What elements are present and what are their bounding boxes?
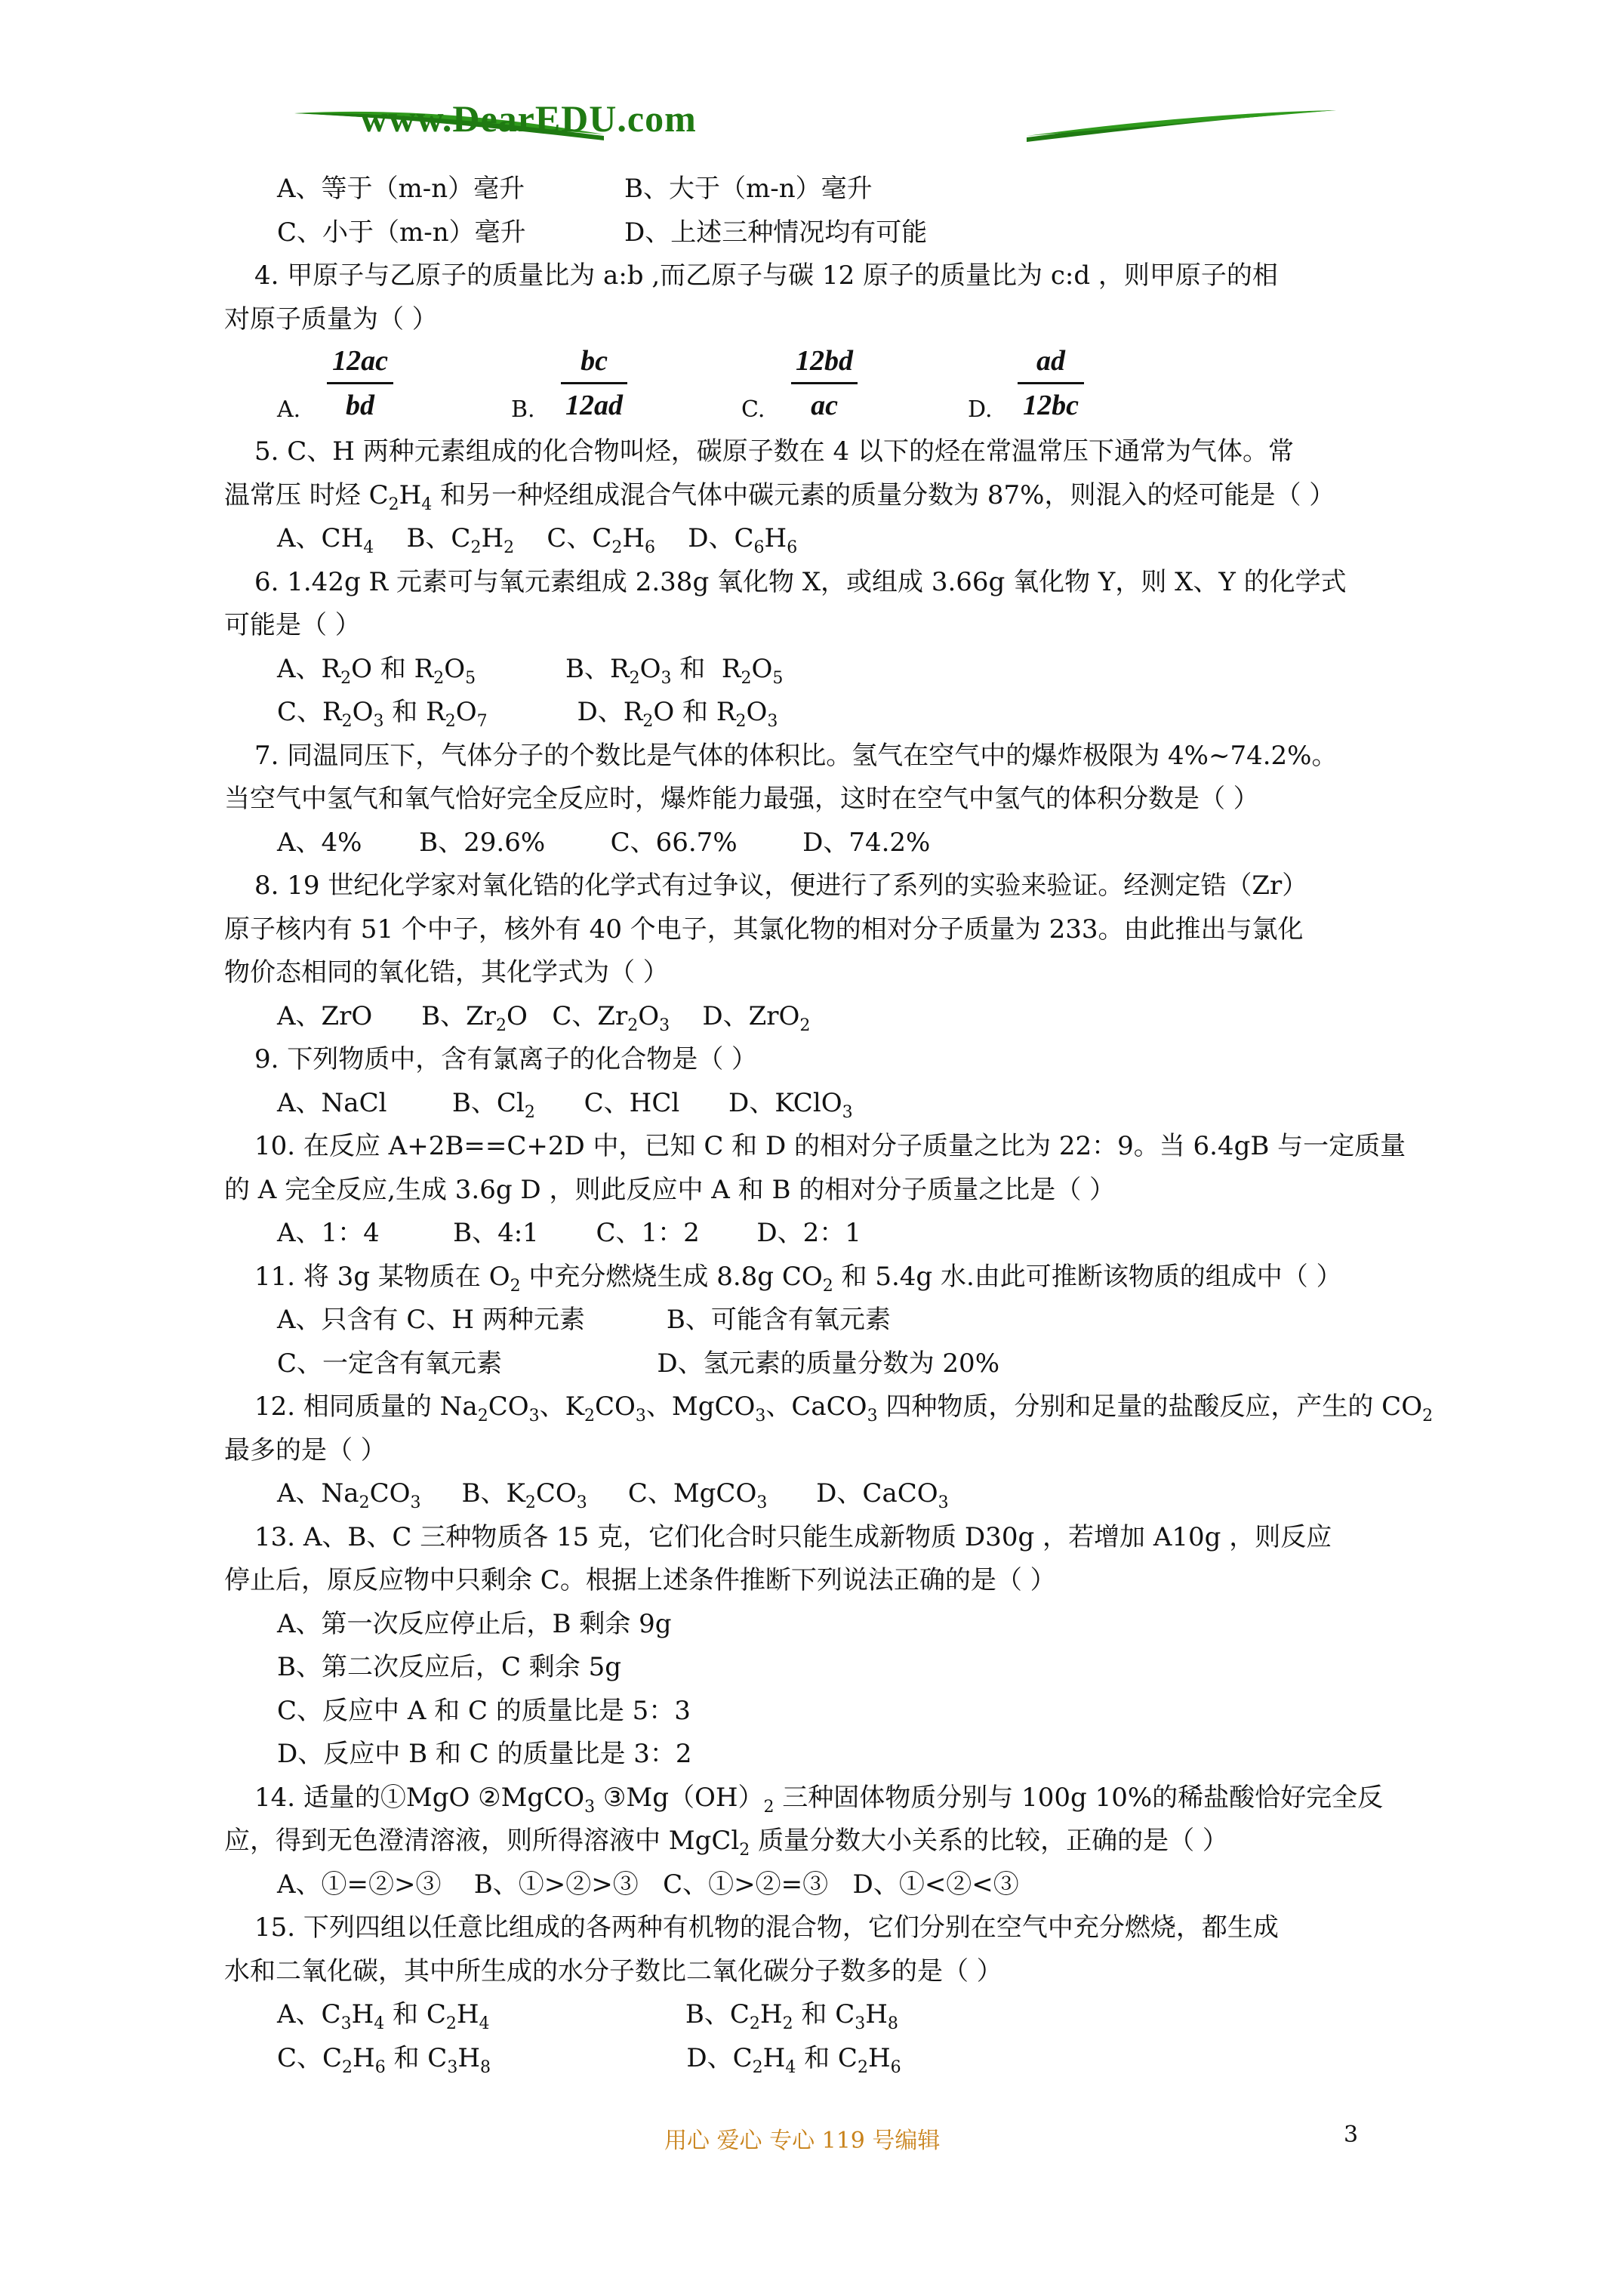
text-line: B、第二次反应后，C 剩余 5g — [277, 1652, 622, 1682]
page-number: 3 — [1344, 2122, 1359, 2148]
options-line — [224, 211, 1432, 255]
text-line: 的 A 完全反应,生成 3.6g D ，则此反应中 A 和 B 的相对分子质量之比是（ ） — [224, 1174, 1116, 1205]
text-line: 11. 将 3g 某物质在 $O_2$ 中充分燃烧生成 8.8g $CO_2$ 和 5.4g 水.由此可推断该物质的组成中（ ） — [254, 1261, 1342, 1296]
text-line: A、①=②>③ B、①>②>③ C、①>②=③ D、①<②<③ — [277, 1869, 1019, 1900]
text-line: A、NaCl B、$Cl_2$ C、HCl D、KClO$_3$ — [277, 1087, 853, 1122]
text-line: 6. 1.42g R 元素可与氧元素组成 2.38g 氧化物 X，或组成 3.66g 氧化物 Y，则 X、Y 的化学式 — [254, 566, 1347, 597]
options-line — [224, 168, 1432, 211]
option-a: A、等于（m-n）毫升 — [277, 174, 525, 204]
text-line: 9. 下列物质中，含有氯离子的化合物是（ ） — [254, 1044, 758, 1074]
question-content — [224, 168, 1432, 2080]
text-line: C、反应中 A 和 C 的质量比是 5：3 — [277, 1695, 691, 1726]
text-line: 10. 在反应 A+2B==C+2D 中，已知 C 和 D 的相对分子质量之比为 22：9。当 6.4gB 与一定质量 — [254, 1131, 1406, 1161]
option-b: B、大于（m-n）毫升 — [624, 174, 873, 204]
text-line: 可能是（ ） — [224, 610, 361, 640]
text-line: A、$R_2O$ 和 $R_2O_5$ B、$R_2O_3$ 和 $R_2O_5$ — [277, 653, 784, 688]
fraction-options: A. 12ac bd B. bc 12ad C. 12bd ac D. ad 12bc — [224, 341, 1432, 430]
question-4-cont: 对原子质量为（ ） — [224, 304, 438, 334]
option-c: C、小于（m-n）毫升 — [277, 217, 526, 248]
text-line: 物价态相同的氧化锆，其化学式为（ ） — [224, 957, 669, 988]
question-4: 4. 甲原子与乙原子的质量比为 a:b ,而乙原子与碳 12 原子的质量比为 c:d ，则甲原子的相 — [254, 260, 1278, 291]
text-line: 应，得到无色澄清溶液，则所得溶液中 MgCl$_2$ 质量分数大小关系的比较，正确的是（ ） — [224, 1826, 1228, 1860]
text-line: A、$Na_2CO_3$ B、$K_2CO_3$ C、MgCO$_3$ D、CaCO$_3$ — [277, 1478, 949, 1512]
text-line: A、$CH_4$ B、$C_2H_2$ C、$C_2H_6$ D、$C_6H_6$ — [277, 523, 798, 557]
text-line: 13. A、B、C 三种物质各 15 克，它们化合时只能生成新物质 D30g ，若增加 A10g ，则反应 — [254, 1521, 1332, 1552]
text-line: 水和二氧化碳，其中所生成的水分子数比二氧化碳分子数多的是（ ） — [224, 1955, 1002, 1986]
text-line: 5. C、H 两种元素组成的化合物叫烃，碳原子数在 4 以下的烃在常温常压下通常为气体。常 — [254, 436, 1294, 467]
text-line: A、4% B、29.6% C、66.7% D、74.2% — [277, 827, 931, 858]
text-line: A、第一次反应停止后，B 剩余 9g — [277, 1608, 672, 1639]
text-line: 停止后，原反应物中只剩余 C。根据上述条件推断下列说法正确的是（ ） — [224, 1565, 1056, 1595]
text-line: 12. 相同质量的 $Na_2CO_3$、$K_2CO_3$、MgCO$_3$、CaCO$_3$ 四种物质，分别和足量的盐酸反应，产生的 $CO_2$ — [254, 1391, 1434, 1425]
text-line: A、ZrO B、$Zr_2O$ C、$Zr_2O_3$ D、ZrO$_2$ — [277, 1000, 811, 1035]
text-line: 14. 适量的①MgO ②MgCO$_3$ $③Mg(OH)_2$ 三种固体物质分别与 100g 10%的稀盐酸恰好完全反 — [254, 1782, 1384, 1817]
question-lines — [224, 430, 1432, 2080]
text-line: 8. 19 世纪化学家对氧化锆的化学式有过争议，便进行了系列的实验来验证。经测定锆（Zr） — [254, 871, 1308, 901]
text-line: C、$R_2O_3$ 和 $R_2O_7$ D、$R_2O$ 和 $R_2O_3$ — [277, 697, 778, 731]
text-line: C、一定含有氧元素 D、氢元素的质量分数为 20% — [277, 1348, 999, 1379]
text-line: 最多的是（ ） — [224, 1435, 387, 1465]
footer-text: 用心 爱心 专心 119 号编辑 — [664, 2128, 941, 2154]
text-line: 15. 下列四组以任意比组成的各两种有机物的混合物，它们分别在空气中充分燃烧，都生成 — [254, 1912, 1279, 1943]
option-d: D、上述三种情况均有可能 — [624, 217, 928, 248]
text-line: 原子核内有 51 个中子，核外有 40 个电子，其氯化物的相对分子质量为 233。由此推出与氯化 — [224, 914, 1304, 945]
text-line: A、1：4 B、4:1 C、1：2 D、2：1 — [277, 1218, 861, 1248]
text-line: A、只含有 C、H 两种元素 B、可能含有氧元素 — [277, 1305, 891, 1335]
text-line: D、反应中 B 和 C 的质量比是 3：2 — [277, 1739, 692, 1769]
text-line: 温常压 时烃 $C_2H_4$ 和另一种烃组成混合气体中碳元素的质量分数为 87%，则混入的烃可能是（ ） — [224, 479, 1335, 514]
text-line: 当空气中氢气和氧气恰好完全反应时，爆炸能力最强，这时在空气中氢气的体积分数是（ ） — [224, 784, 1259, 814]
site-url[interactable]: www.DearEDU.com — [360, 97, 697, 140]
text-line: A、$C_3H_4$ 和 $C_2H_4$ B、$C_2H_2$ 和 $C_3H_8$ — [277, 1999, 898, 2033]
text-line: C、$C_2H_6$ 和 $C_3H_8$ D、$C_2H_4$ 和 $C_2H_6$ — [277, 2042, 901, 2077]
text-line: 7. 同温同压下，气体分子的个数比是气体的体积比。氢气在空气中的爆炸极限为 4%~74.2%。 — [254, 740, 1338, 771]
